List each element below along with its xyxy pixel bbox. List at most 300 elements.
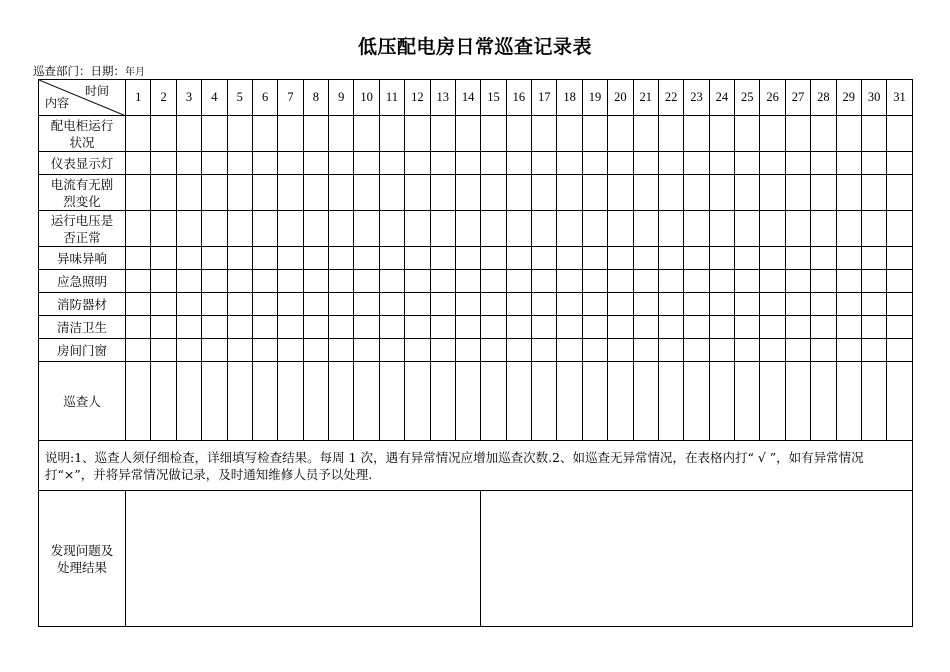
check-cell[interactable] [329, 211, 354, 247]
check-cell[interactable] [329, 339, 354, 362]
check-cell[interactable] [608, 116, 633, 152]
check-cell[interactable] [481, 116, 506, 152]
check-cell[interactable] [684, 316, 709, 339]
inspector-signature-cell[interactable] [303, 362, 328, 441]
inspector-signature-cell[interactable] [633, 362, 658, 441]
check-cell[interactable] [455, 116, 480, 152]
check-cell[interactable] [887, 211, 912, 247]
check-cell[interactable] [252, 152, 277, 175]
inspector-signature-cell[interactable] [151, 362, 176, 441]
check-cell[interactable] [278, 211, 303, 247]
check-cell[interactable] [887, 316, 912, 339]
check-cell[interactable] [126, 316, 151, 339]
check-cell[interactable] [405, 293, 430, 316]
check-cell[interactable] [532, 116, 557, 152]
check-cell[interactable] [430, 247, 455, 270]
check-cell[interactable] [608, 270, 633, 293]
check-cell[interactable] [608, 211, 633, 247]
check-cell[interactable] [760, 152, 785, 175]
check-cell[interactable] [684, 175, 709, 211]
check-cell[interactable] [176, 339, 201, 362]
check-cell[interactable] [455, 339, 480, 362]
check-cell[interactable] [811, 316, 836, 339]
check-cell[interactable] [303, 293, 328, 316]
check-cell[interactable] [151, 152, 176, 175]
inspector-signature-cell[interactable] [684, 362, 709, 441]
inspector-signature-cell[interactable] [354, 362, 379, 441]
check-cell[interactable] [532, 247, 557, 270]
check-cell[interactable] [405, 316, 430, 339]
check-cell[interactable] [227, 175, 252, 211]
check-cell[interactable] [227, 270, 252, 293]
check-cell[interactable] [785, 247, 810, 270]
check-cell[interactable] [887, 152, 912, 175]
check-cell[interactable] [202, 211, 227, 247]
check-cell[interactable] [430, 339, 455, 362]
check-cell[interactable] [430, 116, 455, 152]
findings-area-right[interactable] [481, 491, 912, 627]
check-cell[interactable] [633, 211, 658, 247]
check-cell[interactable] [582, 316, 607, 339]
findings-area-left[interactable] [126, 491, 481, 627]
check-cell[interactable] [735, 270, 760, 293]
check-cell[interactable] [252, 211, 277, 247]
check-cell[interactable] [278, 316, 303, 339]
check-cell[interactable] [405, 152, 430, 175]
check-cell[interactable] [633, 339, 658, 362]
check-cell[interactable] [836, 270, 861, 293]
check-cell[interactable] [202, 293, 227, 316]
check-cell[interactable] [176, 116, 201, 152]
inspector-signature-cell[interactable] [405, 362, 430, 441]
check-cell[interactable] [379, 247, 404, 270]
check-cell[interactable] [658, 270, 683, 293]
check-cell[interactable] [861, 339, 886, 362]
check-cell[interactable] [811, 116, 836, 152]
check-cell[interactable] [836, 116, 861, 152]
check-cell[interactable] [252, 175, 277, 211]
check-cell[interactable] [430, 270, 455, 293]
check-cell[interactable] [278, 175, 303, 211]
check-cell[interactable] [481, 175, 506, 211]
check-cell[interactable] [481, 293, 506, 316]
check-cell[interactable] [329, 316, 354, 339]
check-cell[interactable] [785, 316, 810, 339]
check-cell[interactable] [785, 211, 810, 247]
check-cell[interactable] [608, 293, 633, 316]
check-cell[interactable] [861, 116, 886, 152]
check-cell[interactable] [481, 211, 506, 247]
check-cell[interactable] [278, 247, 303, 270]
check-cell[interactable] [278, 116, 303, 152]
check-cell[interactable] [658, 339, 683, 362]
check-cell[interactable] [582, 152, 607, 175]
check-cell[interactable] [658, 211, 683, 247]
check-cell[interactable] [202, 116, 227, 152]
check-cell[interactable] [735, 152, 760, 175]
check-cell[interactable] [202, 175, 227, 211]
check-cell[interactable] [126, 175, 151, 211]
check-cell[interactable] [811, 152, 836, 175]
check-cell[interactable] [354, 152, 379, 175]
check-cell[interactable] [379, 211, 404, 247]
check-cell[interactable] [379, 270, 404, 293]
check-cell[interactable] [684, 293, 709, 316]
check-cell[interactable] [151, 339, 176, 362]
check-cell[interactable] [532, 152, 557, 175]
check-cell[interactable] [658, 293, 683, 316]
check-cell[interactable] [658, 152, 683, 175]
check-cell[interactable] [329, 270, 354, 293]
check-cell[interactable] [227, 316, 252, 339]
check-cell[interactable] [836, 339, 861, 362]
check-cell[interactable] [658, 316, 683, 339]
check-cell[interactable] [684, 247, 709, 270]
check-cell[interactable] [227, 152, 252, 175]
check-cell[interactable] [887, 293, 912, 316]
check-cell[interactable] [735, 211, 760, 247]
inspector-signature-cell[interactable] [227, 362, 252, 441]
check-cell[interactable] [709, 152, 734, 175]
inspector-signature-cell[interactable] [735, 362, 760, 441]
check-cell[interactable] [354, 316, 379, 339]
check-cell[interactable] [176, 270, 201, 293]
check-cell[interactable] [303, 211, 328, 247]
check-cell[interactable] [532, 175, 557, 211]
check-cell[interactable] [608, 339, 633, 362]
check-cell[interactable] [557, 211, 582, 247]
check-cell[interactable] [151, 116, 176, 152]
check-cell[interactable] [861, 247, 886, 270]
check-cell[interactable] [151, 270, 176, 293]
check-cell[interactable] [303, 175, 328, 211]
check-cell[interactable] [785, 270, 810, 293]
check-cell[interactable] [836, 293, 861, 316]
check-cell[interactable] [582, 270, 607, 293]
check-cell[interactable] [430, 316, 455, 339]
check-cell[interactable] [887, 247, 912, 270]
check-cell[interactable] [126, 247, 151, 270]
check-cell[interactable] [329, 175, 354, 211]
check-cell[interactable] [252, 339, 277, 362]
check-cell[interactable] [684, 116, 709, 152]
inspector-signature-cell[interactable] [481, 362, 506, 441]
check-cell[interactable] [379, 316, 404, 339]
check-cell[interactable] [582, 211, 607, 247]
inspector-signature-cell[interactable] [785, 362, 810, 441]
inspector-signature-cell[interactable] [126, 362, 151, 441]
check-cell[interactable] [684, 339, 709, 362]
check-cell[interactable] [202, 247, 227, 270]
check-cell[interactable] [227, 116, 252, 152]
check-cell[interactable] [329, 247, 354, 270]
check-cell[interactable] [455, 175, 480, 211]
check-cell[interactable] [303, 339, 328, 362]
check-cell[interactable] [227, 211, 252, 247]
check-cell[interactable] [760, 316, 785, 339]
check-cell[interactable] [633, 116, 658, 152]
check-cell[interactable] [735, 247, 760, 270]
check-cell[interactable] [811, 270, 836, 293]
check-cell[interactable] [709, 316, 734, 339]
check-cell[interactable] [126, 339, 151, 362]
inspector-signature-cell[interactable] [658, 362, 683, 441]
check-cell[interactable] [176, 293, 201, 316]
check-cell[interactable] [405, 270, 430, 293]
check-cell[interactable] [151, 175, 176, 211]
check-cell[interactable] [608, 247, 633, 270]
check-cell[interactable] [379, 116, 404, 152]
check-cell[interactable] [785, 339, 810, 362]
check-cell[interactable] [785, 152, 810, 175]
check-cell[interactable] [836, 316, 861, 339]
check-cell[interactable] [861, 270, 886, 293]
check-cell[interactable] [354, 116, 379, 152]
check-cell[interactable] [633, 247, 658, 270]
check-cell[interactable] [202, 339, 227, 362]
check-cell[interactable] [126, 152, 151, 175]
check-cell[interactable] [278, 293, 303, 316]
inspector-signature-cell[interactable] [582, 362, 607, 441]
check-cell[interactable] [252, 116, 277, 152]
check-cell[interactable] [506, 270, 531, 293]
check-cell[interactable] [861, 293, 886, 316]
check-cell[interactable] [354, 293, 379, 316]
check-cell[interactable] [481, 247, 506, 270]
check-cell[interactable] [658, 247, 683, 270]
inspector-signature-cell[interactable] [760, 362, 785, 441]
check-cell[interactable] [176, 175, 201, 211]
check-cell[interactable] [532, 339, 557, 362]
inspector-signature-cell[interactable] [176, 362, 201, 441]
check-cell[interactable] [861, 211, 886, 247]
check-cell[interactable] [354, 270, 379, 293]
check-cell[interactable] [303, 270, 328, 293]
check-cell[interactable] [836, 211, 861, 247]
inspector-signature-cell[interactable] [252, 362, 277, 441]
check-cell[interactable] [709, 247, 734, 270]
inspector-signature-cell[interactable] [557, 362, 582, 441]
check-cell[interactable] [557, 175, 582, 211]
check-cell[interactable] [811, 175, 836, 211]
check-cell[interactable] [532, 270, 557, 293]
check-cell[interactable] [481, 316, 506, 339]
check-cell[interactable] [506, 211, 531, 247]
check-cell[interactable] [379, 293, 404, 316]
check-cell[interactable] [252, 293, 277, 316]
check-cell[interactable] [506, 247, 531, 270]
inspector-signature-cell[interactable] [278, 362, 303, 441]
check-cell[interactable] [785, 116, 810, 152]
check-cell[interactable] [709, 116, 734, 152]
check-cell[interactable] [760, 293, 785, 316]
check-cell[interactable] [506, 116, 531, 152]
check-cell[interactable] [126, 116, 151, 152]
check-cell[interactable] [760, 116, 785, 152]
check-cell[interactable] [303, 152, 328, 175]
check-cell[interactable] [709, 211, 734, 247]
check-cell[interactable] [455, 270, 480, 293]
check-cell[interactable] [633, 175, 658, 211]
check-cell[interactable] [278, 270, 303, 293]
inspector-signature-cell[interactable] [379, 362, 404, 441]
check-cell[interactable] [861, 316, 886, 339]
check-cell[interactable] [760, 211, 785, 247]
check-cell[interactable] [303, 316, 328, 339]
check-cell[interactable] [405, 339, 430, 362]
check-cell[interactable] [252, 270, 277, 293]
check-cell[interactable] [785, 293, 810, 316]
check-cell[interactable] [760, 339, 785, 362]
check-cell[interactable] [887, 175, 912, 211]
check-cell[interactable] [151, 211, 176, 247]
check-cell[interactable] [506, 316, 531, 339]
inspector-signature-cell[interactable] [202, 362, 227, 441]
check-cell[interactable] [278, 152, 303, 175]
check-cell[interactable] [430, 175, 455, 211]
check-cell[interactable] [608, 316, 633, 339]
check-cell[interactable] [329, 116, 354, 152]
check-cell[interactable] [811, 339, 836, 362]
check-cell[interactable] [506, 175, 531, 211]
check-cell[interactable] [760, 175, 785, 211]
check-cell[interactable] [811, 247, 836, 270]
check-cell[interactable] [405, 116, 430, 152]
check-cell[interactable] [735, 116, 760, 152]
check-cell[interactable] [354, 211, 379, 247]
check-cell[interactable] [861, 152, 886, 175]
check-cell[interactable] [709, 339, 734, 362]
check-cell[interactable] [405, 211, 430, 247]
check-cell[interactable] [481, 339, 506, 362]
inspector-signature-cell[interactable] [861, 362, 886, 441]
check-cell[interactable] [557, 152, 582, 175]
check-cell[interactable] [557, 339, 582, 362]
check-cell[interactable] [506, 293, 531, 316]
check-cell[interactable] [735, 293, 760, 316]
check-cell[interactable] [278, 339, 303, 362]
check-cell[interactable] [430, 152, 455, 175]
check-cell[interactable] [887, 339, 912, 362]
check-cell[interactable] [709, 293, 734, 316]
check-cell[interactable] [557, 247, 582, 270]
check-cell[interactable] [227, 247, 252, 270]
check-cell[interactable] [252, 247, 277, 270]
check-cell[interactable] [202, 316, 227, 339]
check-cell[interactable] [455, 293, 480, 316]
check-cell[interactable] [354, 175, 379, 211]
check-cell[interactable] [455, 247, 480, 270]
inspector-signature-cell[interactable] [709, 362, 734, 441]
check-cell[interactable] [151, 293, 176, 316]
check-cell[interactable] [532, 211, 557, 247]
check-cell[interactable] [760, 247, 785, 270]
check-cell[interactable] [532, 316, 557, 339]
check-cell[interactable] [455, 211, 480, 247]
check-cell[interactable] [430, 293, 455, 316]
check-cell[interactable] [227, 339, 252, 362]
check-cell[interactable] [176, 211, 201, 247]
check-cell[interactable] [582, 293, 607, 316]
check-cell[interactable] [126, 211, 151, 247]
check-cell[interactable] [202, 152, 227, 175]
check-cell[interactable] [303, 116, 328, 152]
check-cell[interactable] [252, 316, 277, 339]
check-cell[interactable] [176, 152, 201, 175]
check-cell[interactable] [887, 116, 912, 152]
check-cell[interactable] [735, 175, 760, 211]
check-cell[interactable] [202, 270, 227, 293]
inspector-signature-cell[interactable] [608, 362, 633, 441]
check-cell[interactable] [760, 270, 785, 293]
check-cell[interactable] [354, 247, 379, 270]
check-cell[interactable] [481, 152, 506, 175]
check-cell[interactable] [836, 152, 861, 175]
check-cell[interactable] [329, 293, 354, 316]
check-cell[interactable] [455, 316, 480, 339]
check-cell[interactable] [557, 270, 582, 293]
check-cell[interactable] [709, 175, 734, 211]
check-cell[interactable] [329, 152, 354, 175]
check-cell[interactable] [887, 270, 912, 293]
check-cell[interactable] [861, 175, 886, 211]
check-cell[interactable] [379, 175, 404, 211]
check-cell[interactable] [811, 293, 836, 316]
check-cell[interactable] [582, 116, 607, 152]
inspector-signature-cell[interactable] [455, 362, 480, 441]
check-cell[interactable] [633, 270, 658, 293]
check-cell[interactable] [608, 152, 633, 175]
check-cell[interactable] [506, 339, 531, 362]
check-cell[interactable] [481, 270, 506, 293]
check-cell[interactable] [608, 175, 633, 211]
check-cell[interactable] [405, 175, 430, 211]
check-cell[interactable] [735, 316, 760, 339]
check-cell[interactable] [354, 339, 379, 362]
check-cell[interactable] [557, 293, 582, 316]
check-cell[interactable] [455, 152, 480, 175]
inspector-signature-cell[interactable] [532, 362, 557, 441]
check-cell[interactable] [176, 247, 201, 270]
inspector-signature-cell[interactable] [887, 362, 912, 441]
check-cell[interactable] [709, 270, 734, 293]
check-cell[interactable] [633, 316, 658, 339]
inspector-signature-cell[interactable] [329, 362, 354, 441]
check-cell[interactable] [582, 339, 607, 362]
check-cell[interactable] [506, 152, 531, 175]
check-cell[interactable] [557, 116, 582, 152]
check-cell[interactable] [532, 293, 557, 316]
check-cell[interactable] [126, 293, 151, 316]
check-cell[interactable] [633, 293, 658, 316]
check-cell[interactable] [379, 152, 404, 175]
inspector-signature-cell[interactable] [836, 362, 861, 441]
check-cell[interactable] [785, 175, 810, 211]
inspector-signature-cell[interactable] [506, 362, 531, 441]
check-cell[interactable] [582, 175, 607, 211]
check-cell[interactable] [126, 270, 151, 293]
check-cell[interactable] [176, 316, 201, 339]
check-cell[interactable] [684, 152, 709, 175]
check-cell[interactable] [684, 270, 709, 293]
check-cell[interactable] [379, 339, 404, 362]
check-cell[interactable] [303, 247, 328, 270]
check-cell[interactable] [582, 247, 607, 270]
check-cell[interactable] [735, 339, 760, 362]
check-cell[interactable] [227, 293, 252, 316]
check-cell[interactable] [836, 247, 861, 270]
check-cell[interactable] [430, 211, 455, 247]
